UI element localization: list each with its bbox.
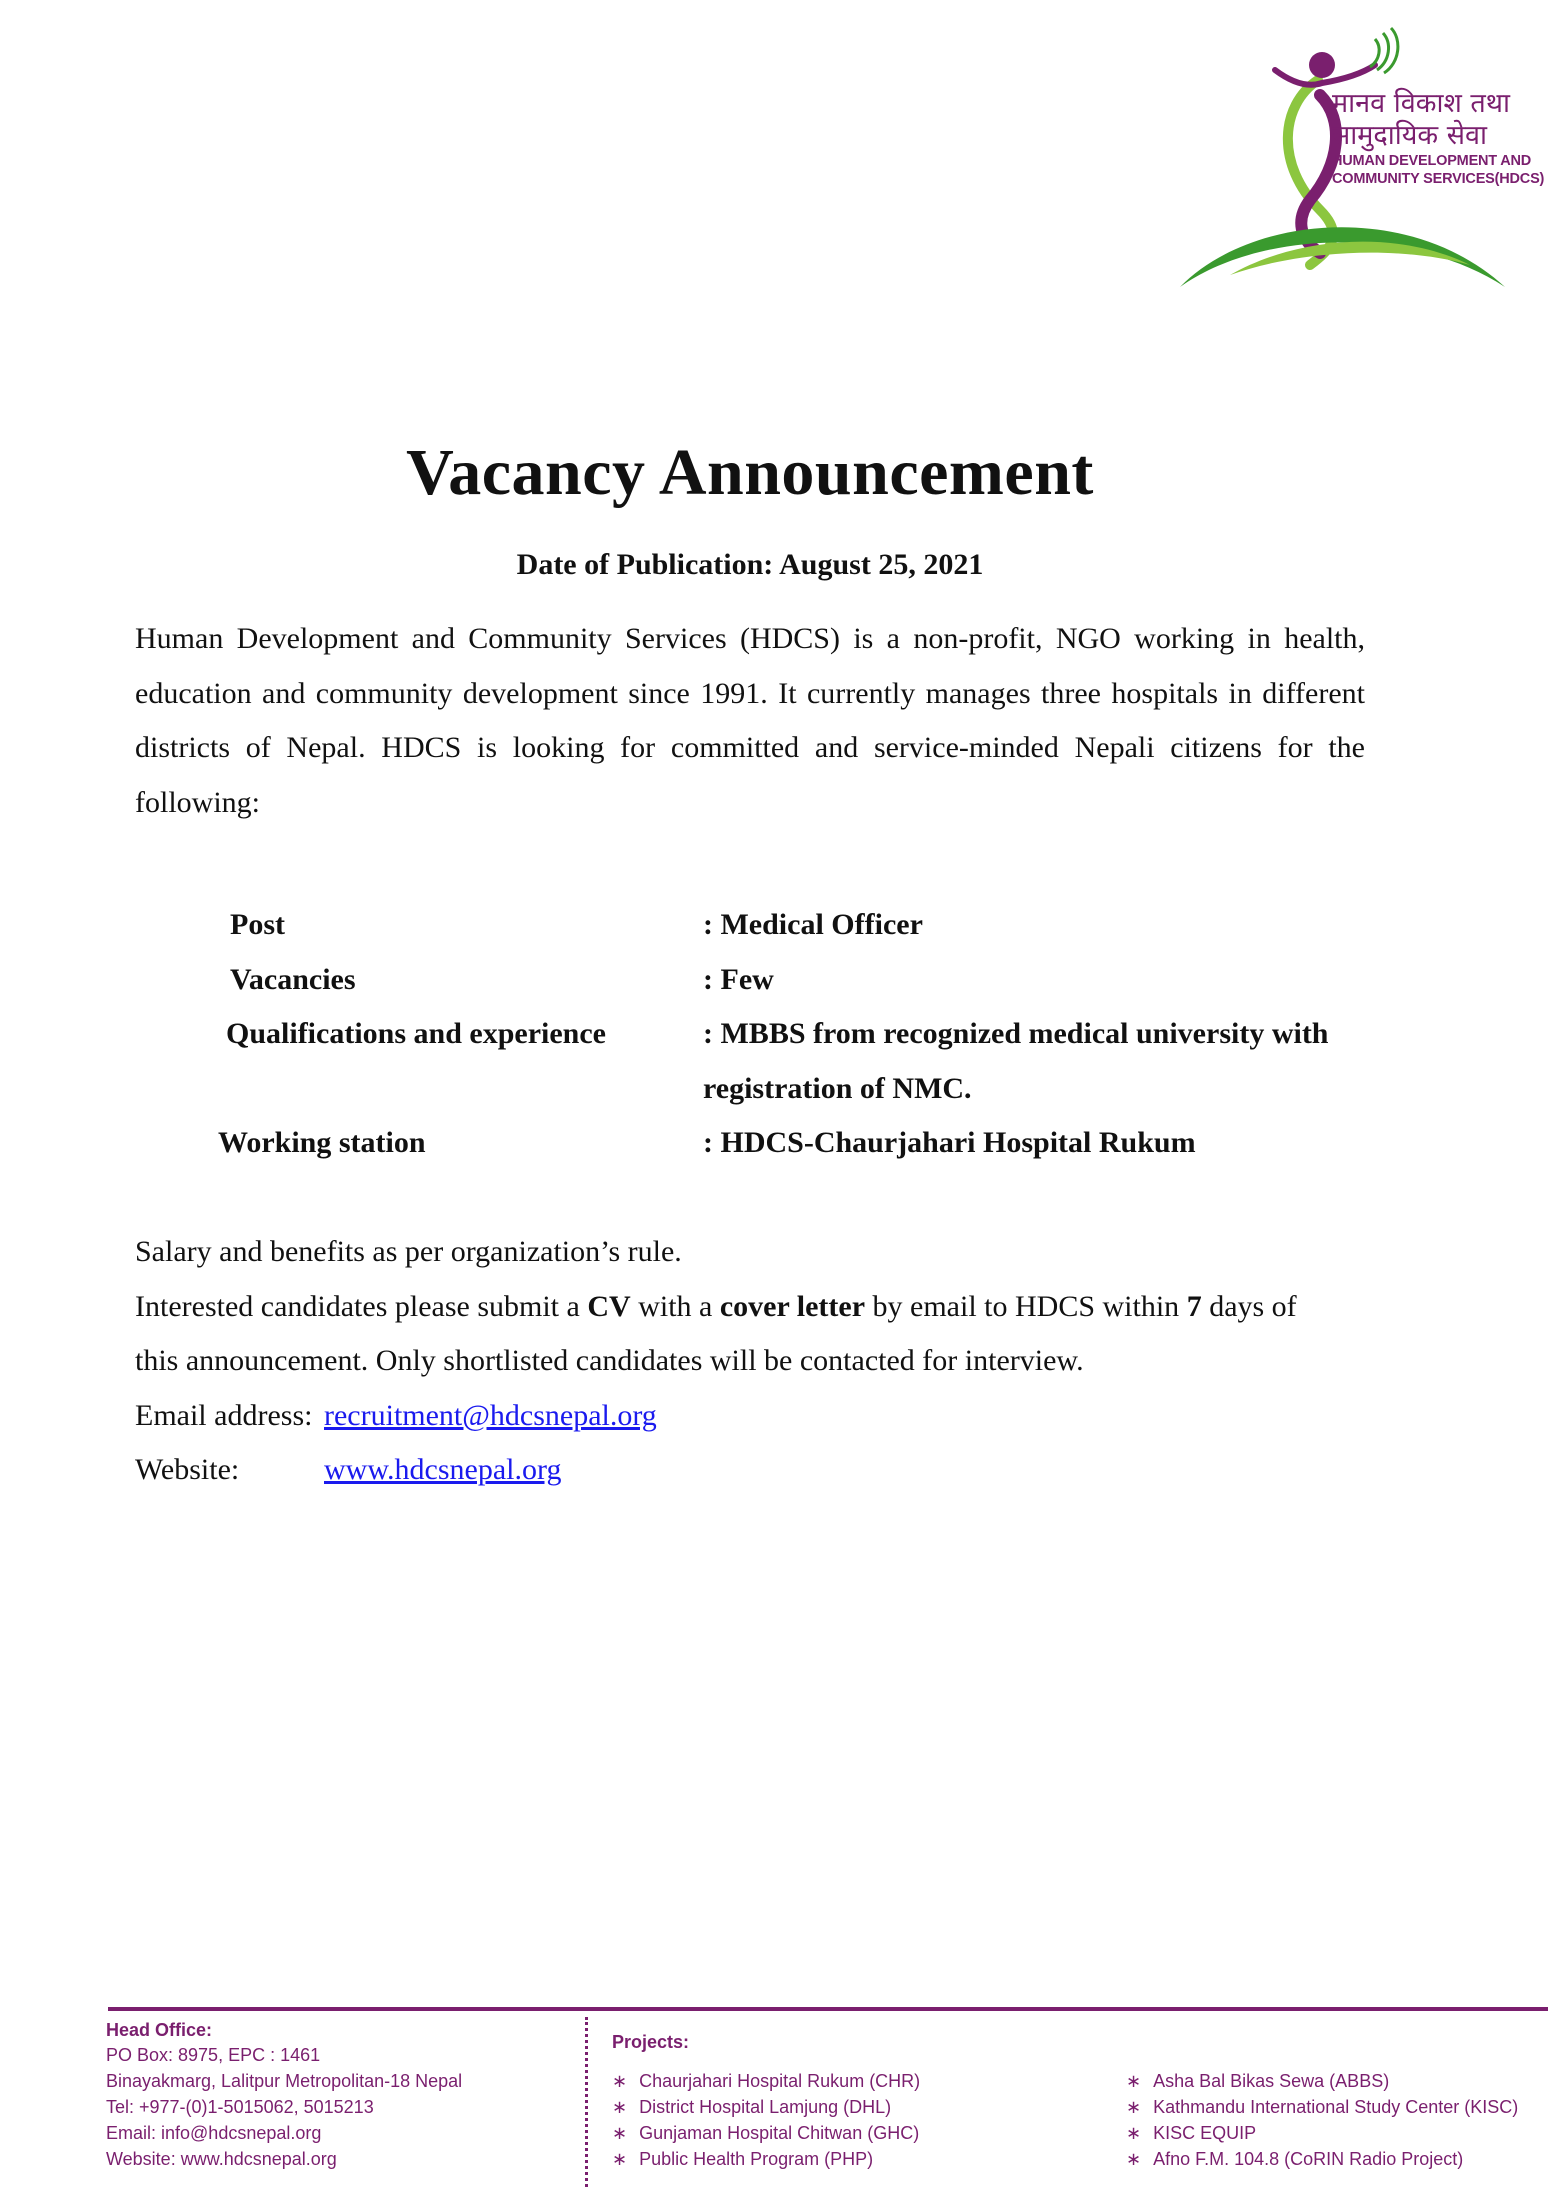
bullet-icon: ∗ bbox=[1126, 2149, 1142, 2169]
apply-line1 bbox=[135, 1290, 1297, 1324]
logo-text bbox=[1332, 88, 1544, 188]
post-value: : Medical Officer bbox=[703, 908, 923, 941]
project-label: District Hospital Lamjung (DHL) bbox=[639, 2097, 892, 2117]
email-label: Email address: bbox=[135, 1399, 313, 1432]
bullet-icon: ∗ bbox=[1126, 2097, 1142, 2117]
page-title: Vacancy Announcement bbox=[406, 436, 1094, 509]
qualifications-label: Qualifications and experience bbox=[226, 1017, 606, 1050]
footer-divider bbox=[108, 2007, 1548, 2011]
head-office-tel: Tel: +977-(0)1-5015062, 5015213 bbox=[106, 2097, 374, 2117]
qualifications-value-line1: : MBBS from recognized medical university with bbox=[703, 1017, 1329, 1050]
projects-title: Projects: bbox=[612, 2032, 690, 2052]
bullet-icon: ∗ bbox=[612, 2071, 628, 2091]
bullet-icon: ∗ bbox=[612, 2123, 628, 2143]
bullet-icon: ∗ bbox=[612, 2097, 628, 2117]
email-link[interactable]: recruitment@hdcsnepal.org bbox=[324, 1399, 657, 1432]
apply-line2: this announcement. Only shortlisted candidates will be contacted for interview. bbox=[135, 1344, 1084, 1377]
website-label: Website: bbox=[135, 1453, 240, 1486]
head-office-address: Binayakmarg, Lalitpur Metropolitan-18 Nepal bbox=[106, 2071, 463, 2091]
bullet-icon: ∗ bbox=[1126, 2071, 1142, 2091]
vacancies-value: : Few bbox=[703, 963, 774, 996]
apply-text-3: by email to HDCS within bbox=[865, 1290, 1187, 1323]
head-office-po-box: PO Box: 8975, EPC : 1461 bbox=[106, 2045, 321, 2065]
project-label: Asha Bal Bikas Sewa (ABBS) bbox=[1153, 2071, 1390, 2091]
post-label: Post bbox=[230, 908, 285, 941]
bullet-icon: ∗ bbox=[1126, 2123, 1142, 2143]
project-item bbox=[1126, 2123, 1256, 2144]
head-office-website: Website: www.hdcsnepal.org bbox=[106, 2149, 337, 2169]
apply-text-2: with a bbox=[630, 1290, 720, 1323]
station-label: Working station bbox=[218, 1126, 426, 1159]
head-office-email: Email: info@hdcsnepal.org bbox=[106, 2123, 322, 2143]
intro-paragraph: Human Development and Community Services (HDCS) is a non-profit, NGO working in health, education and community development since 1991. It currently manages three hospitals in different districts of Nepal. HDCS is looking for committed and service-minded Nepali citizens for the following: bbox=[135, 622, 1365, 819]
logo-devanagari-line2: सामुदायिक सेवा bbox=[1332, 120, 1487, 151]
vacancies-label: Vacancies bbox=[230, 963, 356, 996]
logo-english-line2: COMMUNITY SERVICES(HDCS) bbox=[1332, 171, 1545, 187]
project-item bbox=[1126, 2149, 1463, 2170]
head-office-title: Head Office: bbox=[106, 2020, 213, 2040]
email-row bbox=[135, 1399, 657, 1433]
station-value: : HDCS-Chaurjahari Hospital Rukum bbox=[703, 1126, 1196, 1159]
apply-days: 7 bbox=[1186, 1290, 1202, 1323]
project-item bbox=[612, 2123, 919, 2144]
project-label: Afno F.M. 104.8 (CoRIN Radio Project) bbox=[1153, 2149, 1464, 2169]
apply-cover-letter: cover letter bbox=[719, 1290, 866, 1323]
project-item bbox=[1126, 2097, 1518, 2118]
footer-separator bbox=[585, 2017, 588, 2187]
salary-line: Salary and benefits as per organization’s rule. bbox=[135, 1235, 682, 1268]
project-label: Chaurjahari Hospital Rukum (CHR) bbox=[639, 2071, 921, 2091]
project-item bbox=[612, 2071, 920, 2092]
apply-text-1: Interested candidates please submit a bbox=[135, 1290, 588, 1323]
project-item bbox=[612, 2097, 891, 2118]
project-label: Public Health Program (PHP) bbox=[639, 2149, 874, 2169]
project-label: KISC EQUIP bbox=[1153, 2123, 1257, 2143]
project-item bbox=[612, 2149, 873, 2170]
qualifications-value-line2: registration of NMC. bbox=[703, 1072, 972, 1105]
publication-date: Date of Publication: August 25, 2021 bbox=[516, 548, 984, 581]
apply-cv: CV bbox=[587, 1290, 631, 1323]
project-label: Gunjaman Hospital Chitwan (GHC) bbox=[639, 2123, 920, 2143]
website-row bbox=[135, 1453, 562, 1487]
bullet-icon: ∗ bbox=[612, 2149, 628, 2169]
project-item bbox=[1126, 2071, 1389, 2092]
project-label: Kathmandu International Study Center (KISC) bbox=[1153, 2097, 1519, 2117]
website-link[interactable]: www.hdcsnepal.org bbox=[324, 1453, 562, 1486]
logo-english-line1: HUMAN DEVELOPMENT AND bbox=[1332, 153, 1532, 169]
apply-text-4: days of bbox=[1201, 1290, 1297, 1323]
logo-devanagari-line1: मानव विकाश तथा bbox=[1332, 88, 1511, 119]
